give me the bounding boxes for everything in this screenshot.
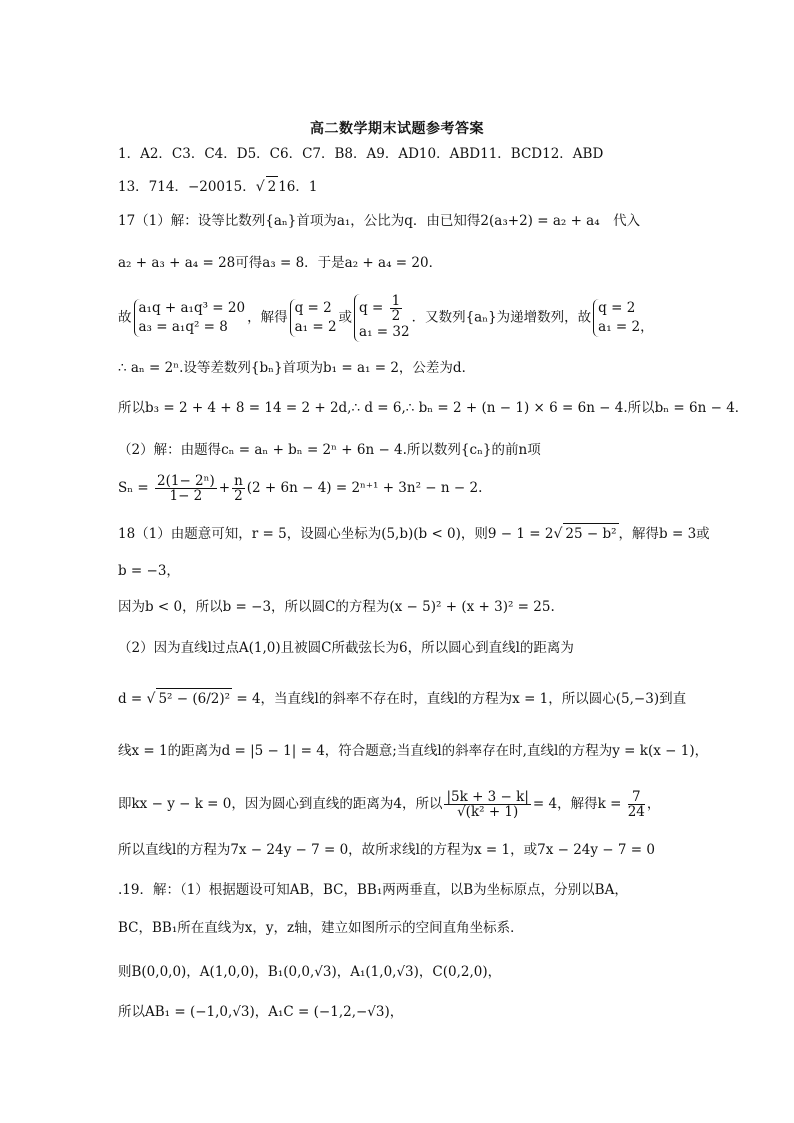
q17-system-prefix: 故	[118, 309, 132, 326]
mc-answers-line: 1．A2．C3．C4．D5．C6．C7．B8．A9．AD10．ABD11．BCD12．ABD	[118, 146, 604, 162]
q17-system-eq1: a₁q + a₁q³ = 20	[138, 300, 246, 316]
q17-part1-line4: ∴ aₙ = 2ⁿ.设等差数列{bₙ}首项为b₁ = a₁ = 2，公差为d．	[118, 360, 476, 376]
q17-after-text: ．又数列{aₙ}为递增数列，故	[411, 309, 592, 326]
q18-part2-line1: （2）因为直线l过点A(1,0)且被圆C所截弦长为6，所以圆心到直线l的距离为	[118, 640, 574, 656]
q17-sol2-q	[359, 294, 410, 323]
q19-line3: 则B(0,0,0)，A(1,0,0)，B₁(0,0,√3)，A₁(1,0,√3)，C(0,2,0)，	[118, 964, 502, 980]
fraction-numerator: 2(1− 2ⁿ)	[157, 473, 215, 489]
q17-part2-sum	[118, 474, 708, 503]
sqrt-symbol: √	[255, 179, 265, 195]
q18-part2-line5: 所以直线l的方程为7x − 24y − 7 = 0，故所求线l的方程为x = 1，或7x − 24y − 7 = 0	[118, 842, 655, 858]
fraction-numerator: 1	[391, 293, 401, 309]
q18-part2-line2	[118, 688, 708, 709]
q17-part1-systems	[118, 294, 708, 342]
q17-part1-line5: 所以b₃ = 2 + 4 + 8 = 14 = 2 + 2d,∴ d = 6,∴ bₙ = 2 + (n − 1) × 6 = 6n − 4.所以bₙ = 6n − 4．	[118, 400, 749, 416]
q18-part1-line2: b = −3，	[118, 563, 180, 579]
q17-solution-2	[354, 294, 410, 342]
q18-line4-end: ，	[646, 796, 661, 812]
fraction-denominator: 2	[234, 488, 243, 504]
q17-system-eq2: a₃ = a₁q² = 8	[138, 319, 228, 335]
q19-line2: BC，BB₁所在直线为x，y，z轴，建立如图所示的空间直角坐标系．	[118, 920, 524, 936]
fraction-denominator: 24	[627, 804, 645, 820]
q17-sol1-q: q = 2	[294, 300, 332, 316]
q17-equation-system	[134, 299, 246, 337]
q17-part2-line1: （2）解：由题得cₙ = aₙ + bₙ = 2ⁿ + 6n − 4.所以数列{cₙ}的前n项	[118, 442, 541, 458]
q19-line1: .19．解：（1）根据题设可知AB，BC，BB₁两两垂直，以B为坐标原点，分别以BA，	[118, 882, 628, 898]
sum-fraction-1	[155, 474, 217, 503]
q18-part1-line1	[118, 523, 708, 544]
q17-solution-1	[290, 299, 337, 337]
q17-final-solution	[593, 299, 653, 337]
q18-line1-post: ，解得b = 3或	[618, 526, 710, 542]
sum-label: Sₙ =	[118, 480, 149, 496]
distance-radicand: 5² − (6/2)²	[156, 688, 232, 709]
q18-part2-line3: 线x = 1的距离为d = |5 − 1| = 4，符合题意;当直线l的斜率存在时,直线l的方程为y = k(x − 1)，	[118, 743, 709, 759]
fraction-denominator: 1− 2	[169, 488, 203, 504]
fill-answers-prefix: 13．714．−20015．	[118, 179, 256, 195]
fill-answers-line	[118, 176, 708, 197]
q18-line1-pre: 18（1）由题意可知，r = 5，设圆心坐标为(5,b)(b < 0)，则9 − 1 = 2	[118, 526, 554, 542]
q17-sol1-a1: a₁ = 2	[294, 319, 337, 335]
fraction-numerator: |5k + 3 − k|	[446, 789, 529, 805]
fill-answer-radicand: 2	[266, 176, 279, 197]
sqrt-symbol: √	[553, 526, 563, 542]
sum-rest: (2 + 6n − 4) = 2ⁿ⁺¹ + 3n² − n − 2.	[246, 480, 483, 496]
q17-sol2-q-label: q =	[359, 300, 384, 316]
q18-radicand: 25 − b²	[563, 523, 618, 544]
q17-or-text: 或	[338, 309, 353, 326]
fraction-numerator: 7	[628, 790, 645, 805]
q17-part1-intro: 17（1）解：设等比数列{aₙ}首项为a₁，公比为q．由已知得2(a₃+2) = a₂ + a₄ 代入	[118, 213, 641, 229]
distance-label: d =	[118, 691, 143, 707]
q17-part1-line2: a₂ + a₃ + a₄ = 28可得a₃ = 8．于是a₂ + a₄ = 20．	[118, 255, 443, 271]
fraction-denominator: 2	[391, 308, 401, 324]
q17-sol2-a1: a₁ = 32	[359, 324, 410, 340]
distance-fraction	[444, 790, 530, 819]
fraction-numerator: n	[234, 473, 243, 489]
q17-solve-text: ，解得	[247, 309, 288, 326]
fill-answers-suffix: 16．1	[278, 179, 318, 195]
q18-line4-pre: 即kx − y − k = 0，因为圆心到直线的距离为4，所以	[118, 796, 443, 812]
q17-final-a1: a₁ = 2，	[598, 319, 654, 335]
q18-line4-mid: = 4，解得k =	[532, 796, 622, 812]
q17-sol2-q-fraction	[390, 294, 403, 323]
q17-final-q: q = 2	[598, 300, 636, 316]
fraction-denominator: √(k² + 1)	[457, 804, 519, 820]
q18-part1-line3: 因为b < 0，所以b = −3，所以圆C的方程为(x − 5)² + (x + 3)² = 25.	[118, 599, 555, 615]
sum-fraction-2	[232, 474, 245, 503]
plus-sign: +	[218, 480, 231, 496]
q19-line4: 所以AB₁ = (−1,0,√3)，A₁C = (−1,2,−√3)，	[118, 1004, 404, 1020]
q18-part2-line2-rest: = 4，当直线l的斜率不存在时，直线l的方程为x = 1，所以圆心(5,−3)到直	[236, 691, 687, 707]
q18-part2-line4	[118, 790, 708, 819]
page-title: 高二数学期末试题参考答案	[310, 121, 484, 137]
sqrt-symbol: √	[146, 691, 156, 707]
k-fraction	[628, 790, 645, 819]
